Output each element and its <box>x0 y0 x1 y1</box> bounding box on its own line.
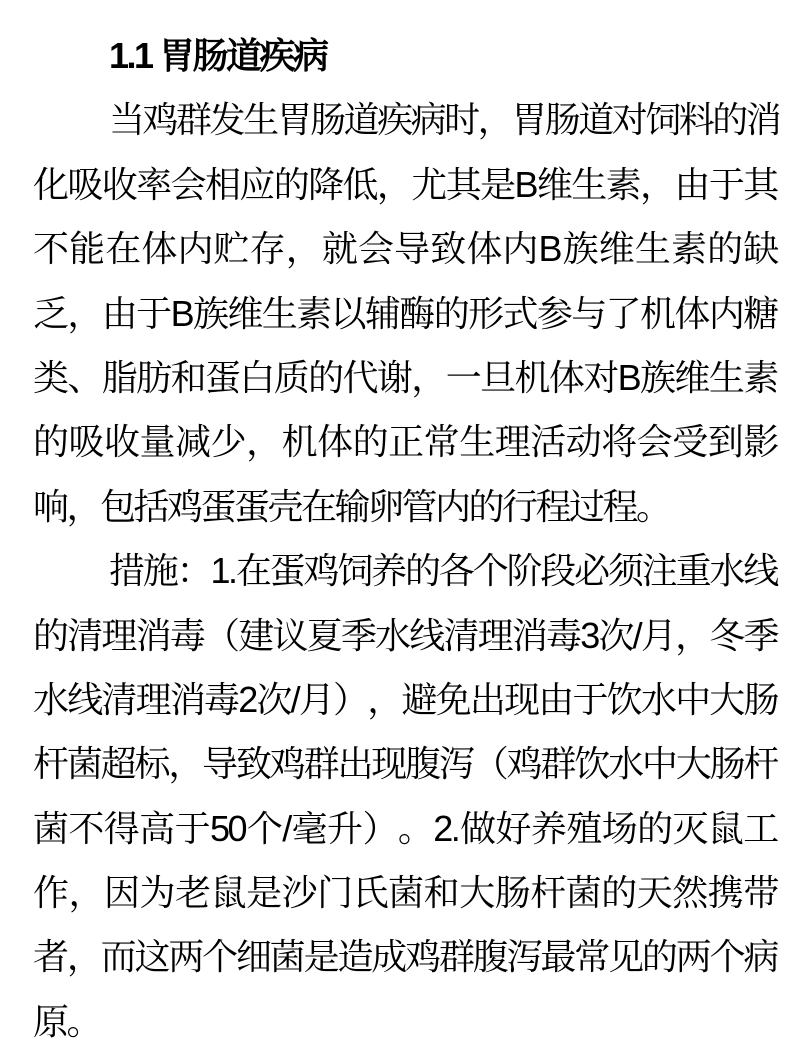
text-line: 类 、 脂 肪 和 蛋 白 质 的 代 谢 ， 一 旦 机 体 对 B 族 维 生 素 <box>33 356 777 398</box>
text-line: 杆 菌 超 标 ， 导 致 鸡 群 出 现 腹 泻 （ 鸡 群 饮 水 中 大 肠 杆 <box>33 743 777 785</box>
text-line: 菌 不 得 高 于 50 个 / 毫 升 ） 。 2. 做 好 养 殖 场 的 灭 鼠 工 <box>33 807 777 849</box>
section-heading: 1.1 胃肠道疾病 <box>109 35 327 76</box>
text-line: 不 能 在 体 内 贮 存 ， 就 会 导 致 体 内 B 族 维 生 素 的 缺 <box>33 228 777 270</box>
text-line: 乏 ， 由 于 B 族 维 生 素 以 辅 酶 的 形 式 参 与 了 机 体 内 糖 <box>33 292 777 334</box>
text-line: 者 ， 而 这 两 个 细 菌 是 造 成 鸡 群 腹 泻 最 常 见 的 两 个 病 <box>33 936 777 978</box>
text-line: 化 吸 收 率 会 相 应 的 降 低 ， 尤 其 是 B 维 生 素 ， 由 于 其 <box>33 163 777 205</box>
text-line: 响，包括鸡蛋蛋壳在输卵管内的行程过程。 <box>33 485 670 527</box>
text-line: 措 施 ： 1. 在 蛋 鸡 饲 养 的 各 个 阶 段 必 须 注 重 水 线 <box>109 550 777 592</box>
text-line: 的 清 理 消 毒 （ 建 议 夏 季 水 线 清 理 消 毒 3 次 / 月 ， 冬 季 <box>33 614 777 656</box>
text-line: 原。 <box>33 1000 101 1042</box>
text-line: 作 ， 因 为 老 鼠 是 沙 门 氏 菌 和 大 肠 杆 菌 的 天 然 携 带 <box>33 872 777 914</box>
text-line: 水 线 清 理 消 毒 2 次 / 月 ） ， 避 免 出 现 由 于 饮 水 中 大 肠 <box>33 678 777 720</box>
text-line: 的 吸 收 量 减 少 ， 机 体 的 正 常 生 理 活 动 将 会 受 到 影 <box>33 421 777 463</box>
text-line: 当 鸡 群 发 生 胃 肠 道 疾 病 时 ， 胃 肠 道 对 饲 料 的 消 <box>109 99 780 141</box>
